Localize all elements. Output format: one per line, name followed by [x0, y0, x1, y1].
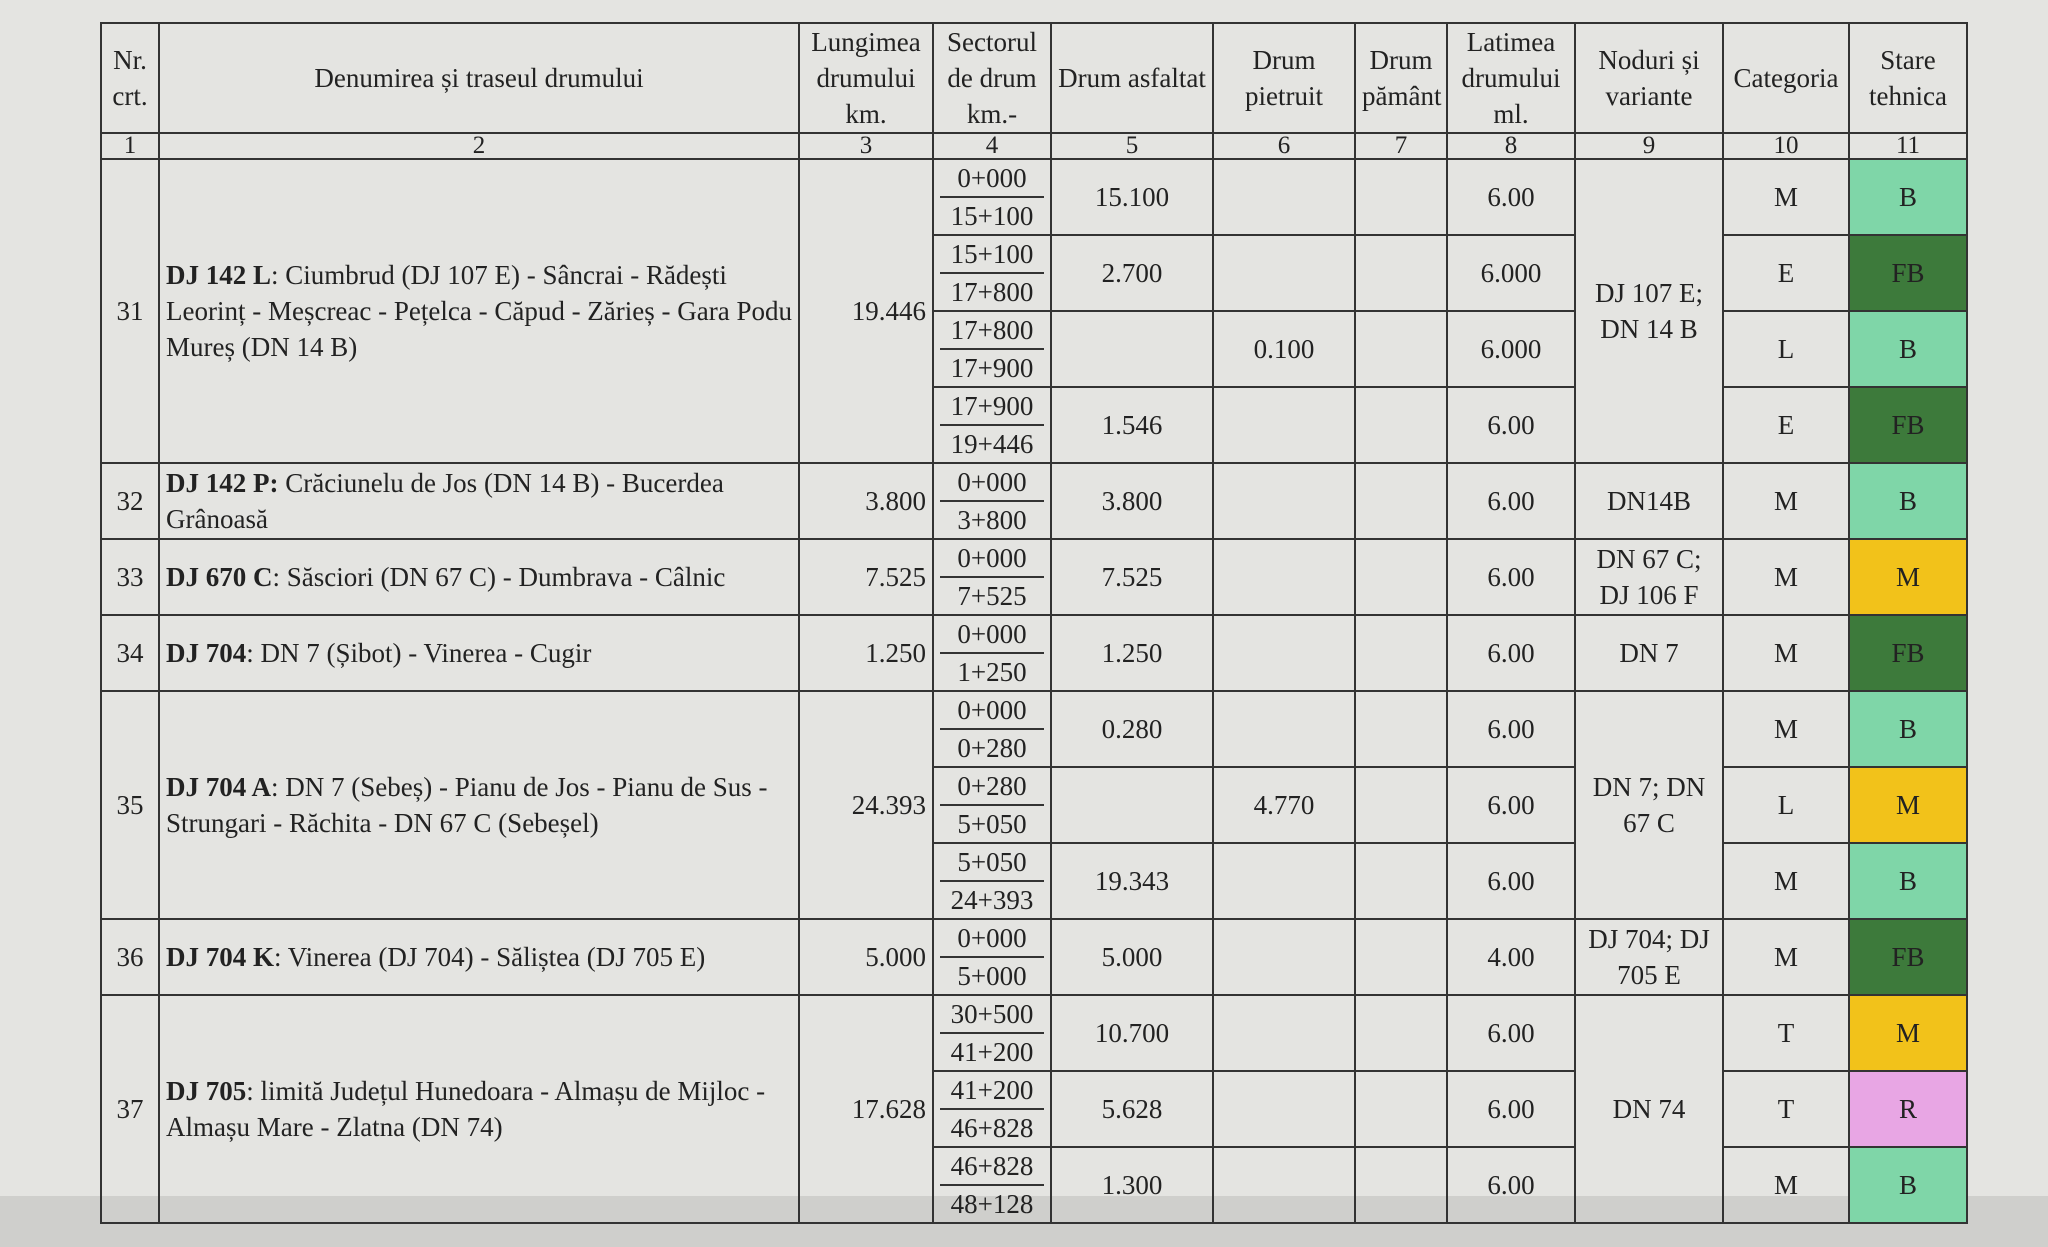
sector-from: 5+050 [940, 844, 1044, 882]
road-nodes: DN 67 C; DJ 106 F [1575, 539, 1723, 615]
road-route: : Ciumbrud (DJ 107 E) - Sâncrai - Rădești Leorinț - Meșcreac - Pețelca - Căpud - Zărieș - Gara Podu Mureș (DN 14 B) [166, 260, 792, 362]
road-table-body [101, 159, 1967, 1223]
sector-range [933, 919, 1051, 995]
sector-to: 17+800 [950, 277, 1034, 307]
gravel-km [1213, 691, 1355, 767]
asphalt-km: 5.628 [1051, 1071, 1213, 1147]
row-number: 32 [101, 463, 159, 539]
sector-to: 24+393 [950, 885, 1034, 915]
earth-km [1355, 159, 1447, 235]
road-name [159, 995, 799, 1223]
sector-to: 48+128 [950, 1189, 1034, 1219]
road-nodes: DJ 704; DJ 705 E [1575, 919, 1723, 995]
column-number: 4 [933, 133, 1051, 159]
column-number: 6 [1213, 133, 1355, 159]
header-asphalt: Drum asfaltat [1051, 23, 1213, 133]
road-name [159, 159, 799, 463]
technical-state-badge: M [1849, 539, 1967, 615]
road-route: : Săsciori (DN 67 C) - Dumbrava - Câlnic [272, 562, 726, 592]
row-number: 33 [101, 539, 159, 615]
road-length: 1.250 [799, 615, 933, 691]
road-length: 7.525 [799, 539, 933, 615]
road-category: T [1723, 1071, 1849, 1147]
road-name [159, 539, 799, 615]
header-nr: Nr. crt. [101, 23, 159, 133]
column-number: 2 [159, 133, 799, 159]
row-number: 37 [101, 995, 159, 1223]
road-nodes: DN 7; DN 67 C [1575, 691, 1723, 919]
table-row [101, 539, 1967, 615]
sector-range [933, 235, 1051, 311]
road-category: M [1723, 691, 1849, 767]
asphalt-km [1051, 311, 1213, 387]
road-nodes: DN 74 [1575, 995, 1723, 1223]
sector-to: 7+525 [957, 581, 1027, 611]
column-number: 5 [1051, 133, 1213, 159]
sector-from: 46+828 [940, 1148, 1044, 1186]
road-category: E [1723, 387, 1849, 463]
gravel-km [1213, 615, 1355, 691]
header-sector: Sectorul de drum km.- [933, 23, 1051, 133]
road-width: 6.00 [1447, 767, 1575, 843]
sector-to: 5+000 [957, 961, 1027, 991]
road-name [159, 691, 799, 919]
table-row [101, 615, 1967, 691]
table-row [101, 159, 1967, 235]
column-number-row [101, 133, 1967, 159]
header-gravel: Drum pietruit [1213, 23, 1355, 133]
road-route: : DN 7 (Sebeș) - Pianu de Jos - Pianu de Sus - Strungari - Răchita - DN 67 C (Sebeșel) [166, 772, 768, 838]
earth-km [1355, 843, 1447, 919]
asphalt-km: 7.525 [1051, 539, 1213, 615]
earth-km [1355, 387, 1447, 463]
technical-state-badge: FB [1849, 615, 1967, 691]
road-width: 6.000 [1447, 235, 1575, 311]
sector-from: 0+000 [940, 616, 1044, 654]
road-code: DJ 670 C [166, 562, 273, 592]
sector-range [933, 539, 1051, 615]
table-row [101, 995, 1967, 1071]
column-number: 7 [1355, 133, 1447, 159]
road-code: DJ 705 [166, 1076, 247, 1106]
technical-state-badge: FB [1849, 387, 1967, 463]
road-category: T [1723, 995, 1849, 1071]
table-row [101, 463, 1967, 539]
road-width: 6.00 [1447, 995, 1575, 1071]
road-width: 6.00 [1447, 1071, 1575, 1147]
sector-to: 17+900 [950, 353, 1034, 383]
road-category: M [1723, 463, 1849, 539]
gravel-km: 4.770 [1213, 767, 1355, 843]
sector-from: 30+500 [940, 996, 1044, 1034]
table-row [101, 691, 1967, 767]
road-width: 6.00 [1447, 691, 1575, 767]
asphalt-km [1051, 767, 1213, 843]
header-width: Latimea drumului ml. [1447, 23, 1575, 133]
row-number: 31 [101, 159, 159, 463]
road-table [100, 22, 1968, 1224]
gravel-km [1213, 387, 1355, 463]
asphalt-km: 15.100 [1051, 159, 1213, 235]
gravel-km [1213, 159, 1355, 235]
road-code: DJ 142 P: [166, 468, 279, 498]
sector-from: 0+000 [940, 464, 1044, 502]
header-nodes: Noduri și variante [1575, 23, 1723, 133]
road-width: 6.00 [1447, 463, 1575, 539]
sector-from: 17+800 [940, 312, 1044, 350]
road-code: DJ 704 A [166, 772, 272, 802]
sector-from: 0+280 [940, 768, 1044, 806]
road-nodes: DN 7 [1575, 615, 1723, 691]
sector-to: 15+100 [950, 201, 1034, 231]
column-number: 10 [1723, 133, 1849, 159]
road-nodes: DJ 107 E; DN 14 B [1575, 159, 1723, 463]
earth-km [1355, 919, 1447, 995]
road-route: : limită Județul Hunedoara - Almașu de Mijloc - Almașu Mare - Zlatna (DN 74) [166, 1076, 766, 1142]
road-nodes: DN14B [1575, 463, 1723, 539]
sector-range [933, 159, 1051, 235]
technical-state-badge: FB [1849, 235, 1967, 311]
earth-km [1355, 1147, 1447, 1223]
gravel-km [1213, 1147, 1355, 1223]
road-category: M [1723, 919, 1849, 995]
sector-to: 0+280 [957, 733, 1027, 763]
road-category: M [1723, 1147, 1849, 1223]
gravel-km [1213, 463, 1355, 539]
road-length: 5.000 [799, 919, 933, 995]
column-number: 1 [101, 133, 159, 159]
sector-range [933, 843, 1051, 919]
gravel-km [1213, 995, 1355, 1071]
earth-km [1355, 463, 1447, 539]
sector-to: 5+050 [957, 809, 1027, 839]
sector-range [933, 691, 1051, 767]
sector-from: 17+900 [940, 388, 1044, 426]
table-row [101, 919, 1967, 995]
sector-from: 0+000 [940, 692, 1044, 730]
road-width: 6.000 [1447, 311, 1575, 387]
sector-from: 0+000 [940, 540, 1044, 578]
road-name [159, 919, 799, 995]
sector-from: 0+000 [940, 920, 1044, 958]
gravel-km [1213, 539, 1355, 615]
technical-state-badge: B [1849, 843, 1967, 919]
asphalt-km: 0.280 [1051, 691, 1213, 767]
technical-state-badge: B [1849, 159, 1967, 235]
sector-range [933, 1071, 1051, 1147]
technical-state-badge: B [1849, 1147, 1967, 1223]
sector-to: 19+446 [950, 429, 1034, 459]
road-category: M [1723, 159, 1849, 235]
technical-state-badge: M [1849, 767, 1967, 843]
earth-km [1355, 311, 1447, 387]
technical-state-badge: B [1849, 463, 1967, 539]
road-category: L [1723, 767, 1849, 843]
road-width: 6.00 [1447, 387, 1575, 463]
header-category: Categoria [1723, 23, 1849, 133]
road-width: 6.00 [1447, 159, 1575, 235]
gravel-km [1213, 919, 1355, 995]
earth-km [1355, 995, 1447, 1071]
column-number: 8 [1447, 133, 1575, 159]
road-length: 19.446 [799, 159, 933, 463]
earth-km [1355, 615, 1447, 691]
technical-state-badge: B [1849, 691, 1967, 767]
technical-state-badge: B [1849, 311, 1967, 387]
road-width: 4.00 [1447, 919, 1575, 995]
sector-range [933, 387, 1051, 463]
asphalt-km: 10.700 [1051, 995, 1213, 1071]
header-length: Lungimea drumului km. [799, 23, 933, 133]
header-state: Stare tehnica [1849, 23, 1967, 133]
sector-to: 1+250 [957, 657, 1027, 687]
sector-to: 41+200 [950, 1037, 1034, 1067]
gravel-km [1213, 235, 1355, 311]
asphalt-km: 3.800 [1051, 463, 1213, 539]
road-width: 6.00 [1447, 539, 1575, 615]
road-code: DJ 704 K [166, 942, 274, 972]
road-length: 24.393 [799, 691, 933, 919]
asphalt-km: 2.700 [1051, 235, 1213, 311]
road-length: 3.800 [799, 463, 933, 539]
column-number: 9 [1575, 133, 1723, 159]
road-route: : DN 7 (Șibot) - Vinerea - Cugir [246, 638, 592, 668]
road-category: M [1723, 539, 1849, 615]
asphalt-km: 1.250 [1051, 615, 1213, 691]
sector-to: 46+828 [950, 1113, 1034, 1143]
technical-state-badge: FB [1849, 919, 1967, 995]
earth-km [1355, 1071, 1447, 1147]
road-length: 17.628 [799, 995, 933, 1223]
road-route: : Vinerea (DJ 704) - Săliștea (DJ 705 E) [274, 942, 706, 972]
sector-range [933, 767, 1051, 843]
column-number: 11 [1849, 133, 1967, 159]
header-name: Denumirea și traseul drumului [159, 23, 799, 133]
asphalt-km: 1.300 [1051, 1147, 1213, 1223]
earth-km [1355, 235, 1447, 311]
sector-range [933, 463, 1051, 539]
road-width: 6.00 [1447, 843, 1575, 919]
road-category: M [1723, 843, 1849, 919]
sector-from: 41+200 [940, 1072, 1044, 1110]
sector-range [933, 1147, 1051, 1223]
road-route: Crăciunelu de Jos (DN 14 B) - Bucerdea Grânoasă [166, 468, 724, 534]
road-width: 6.00 [1447, 1147, 1575, 1223]
gravel-km [1213, 843, 1355, 919]
row-number: 34 [101, 615, 159, 691]
road-code: DJ 142 L [166, 260, 272, 290]
sector-from: 0+000 [940, 160, 1044, 198]
road-width: 6.00 [1447, 615, 1575, 691]
row-number: 36 [101, 919, 159, 995]
road-category: L [1723, 311, 1849, 387]
gravel-km: 0.100 [1213, 311, 1355, 387]
asphalt-km: 5.000 [1051, 919, 1213, 995]
road-code: DJ 704 [166, 638, 247, 668]
sector-to: 3+800 [957, 505, 1027, 535]
column-number: 3 [799, 133, 933, 159]
header-earth: Drum pământ [1355, 23, 1447, 133]
sector-from: 15+100 [940, 236, 1044, 274]
sector-range [933, 311, 1051, 387]
road-category: M [1723, 615, 1849, 691]
asphalt-km: 19.343 [1051, 843, 1213, 919]
earth-km [1355, 767, 1447, 843]
earth-km [1355, 691, 1447, 767]
sector-range [933, 615, 1051, 691]
technical-state-badge: M [1849, 995, 1967, 1071]
row-number: 35 [101, 691, 159, 919]
gravel-km [1213, 1071, 1355, 1147]
header-row [101, 23, 1967, 133]
sector-range [933, 995, 1051, 1071]
road-name [159, 615, 799, 691]
technical-state-badge: R [1849, 1071, 1967, 1147]
asphalt-km: 1.546 [1051, 387, 1213, 463]
earth-km [1355, 539, 1447, 615]
road-category: E [1723, 235, 1849, 311]
road-name [159, 463, 799, 539]
